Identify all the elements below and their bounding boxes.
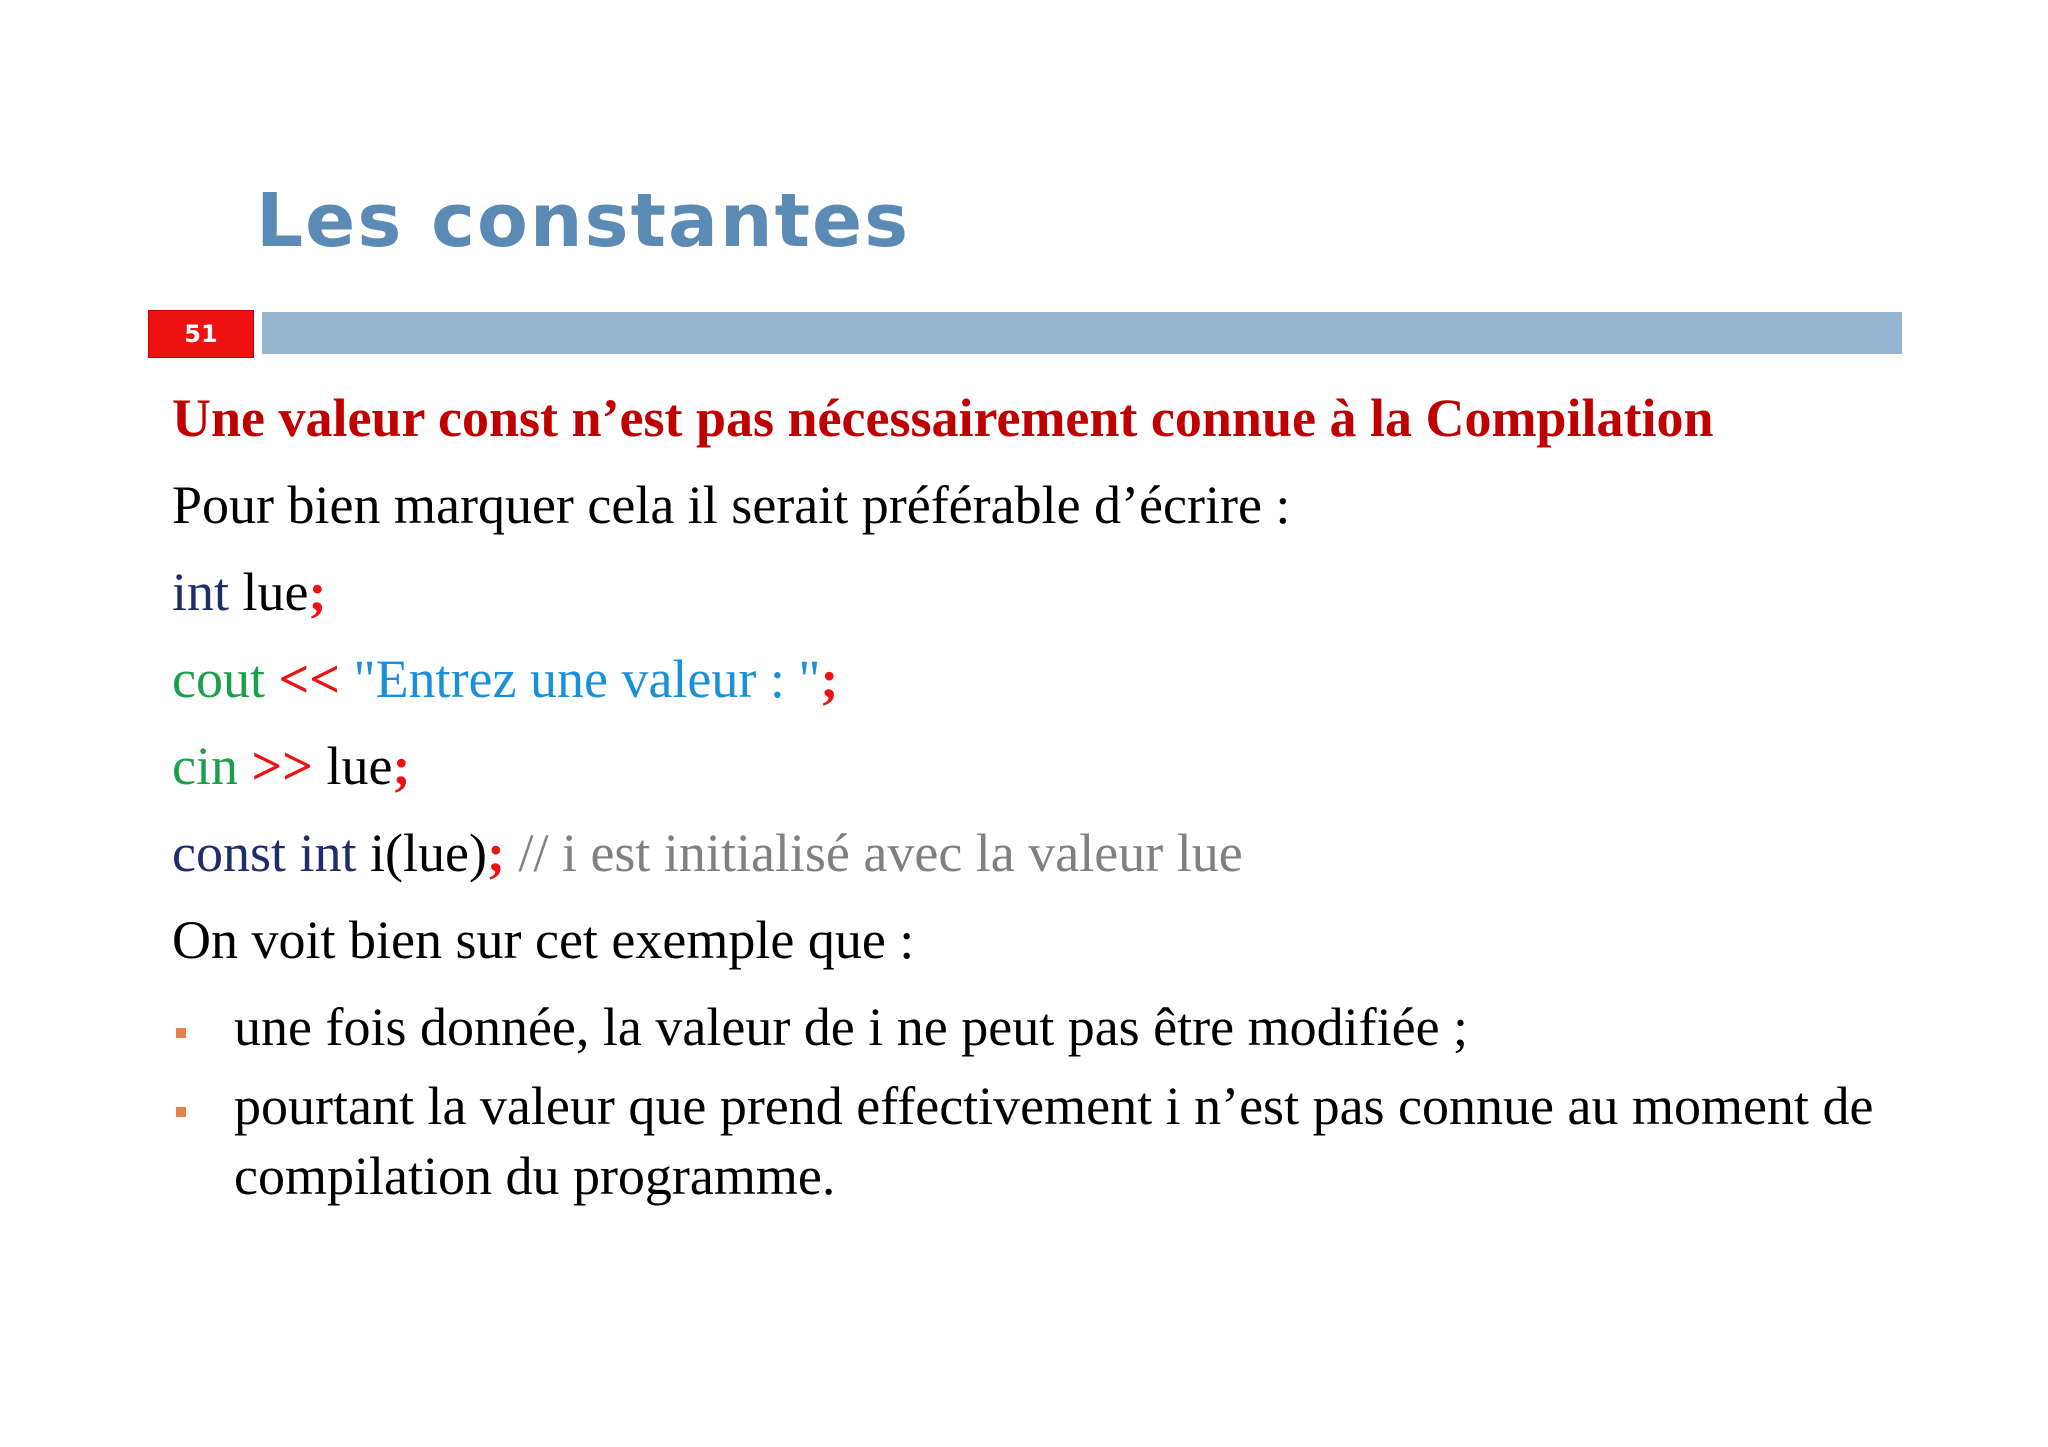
code-io-stream: cin (172, 736, 238, 796)
code-punctuation: ; (308, 562, 327, 622)
code-line-4 (172, 810, 2002, 897)
code-io-stream: cout (172, 649, 265, 709)
list-item (172, 984, 1934, 1071)
code-identifier: lue (229, 562, 309, 622)
code-punctuation: ; (486, 823, 505, 883)
code-punctuation: ; (392, 736, 411, 796)
code-punctuation: ; (820, 649, 839, 709)
code-keyword: int (172, 562, 230, 622)
slide-title: Les constantes (256, 178, 911, 264)
intro-text: Pour bien marquer cela il serait préférable d’écrire : (172, 475, 1291, 535)
square-bullet-icon (176, 1107, 186, 1117)
slide-content (172, 375, 2002, 1228)
code-identifier: lue (313, 736, 393, 796)
code-line-3 (172, 723, 2002, 810)
bullet-text: une fois donnée, la valeur de i ne peut pas être modifiée ; (234, 997, 1469, 1057)
slide-number-badge: 51 (148, 310, 254, 358)
content-heading: Une valeur const n’est pas nécessairement connue à la Compilation (172, 388, 1714, 448)
bullet-text: pourtant la valeur que prend effectivement i n’est pas connue au moment de compilation du programme. (234, 1076, 1874, 1206)
observation-text: On voit bien sur cet exemple que : (172, 910, 915, 970)
code-line-1 (172, 549, 2002, 636)
bullet-list (172, 984, 2002, 1211)
code-line-2 (172, 636, 2002, 723)
code-comment: // i est initialisé avec la valeur lue (504, 823, 1243, 883)
square-bullet-icon (176, 1028, 186, 1038)
list-item (172, 1071, 1934, 1211)
code-string: "Entrez une valeur : " (340, 649, 821, 709)
title-underline-bar (262, 312, 1902, 354)
code-operator: << (264, 649, 341, 709)
code-operator: >> (237, 736, 314, 796)
code-keyword: const int (172, 823, 357, 883)
code-identifier: i(lue) (356, 823, 487, 883)
